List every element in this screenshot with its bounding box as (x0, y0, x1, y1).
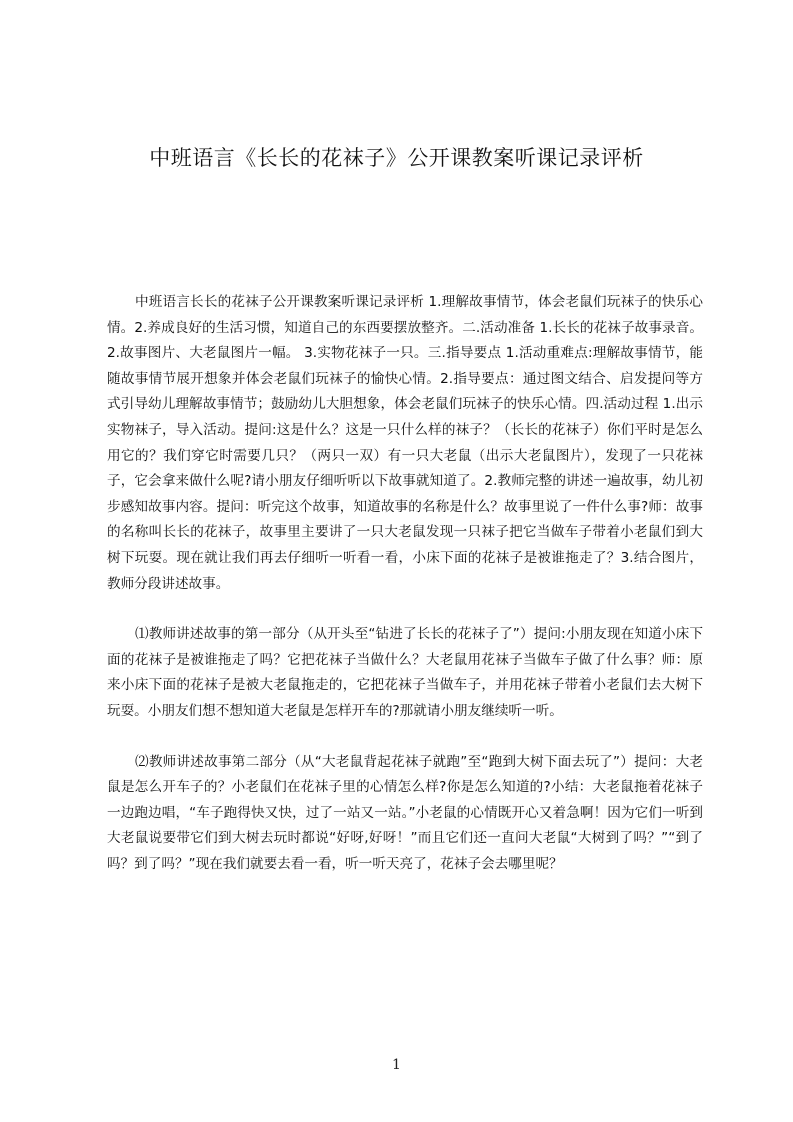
paragraph-part-two: ⑵教师讲述故事第二部分（从“大老鼠背起花袜子就跑”至“跑到大树下面去玩了”）提问：大老鼠是怎么开车子的？小老鼠们在花袜子里的心情怎么样?你是怎么知道的?小结：大老鼠拖着花袜子一边跑边唱，“车子跑得快又快，过了一站又一站。”小老鼠的心情既开心又着急啊！因为它们一听到大老鼠说要带它们到大树去玩时都说“好呀,好呀！”而且它们还一直问大老鼠“大树到了吗？”“到了吗？到了吗？”现在我们就要去看一看，听一听天亮了，花袜子会去哪里呢？ (107, 753, 703, 872)
page-number: 1 (392, 1057, 401, 1073)
page-title: 中班语言《长长的花袜子》公开课教案听课记录评析 (149, 146, 644, 170)
document-body (107, 290, 703, 877)
paragraph-intro: 中班语言长长的花袜子公开课教案听课记录评析 1.理解故事情节，体会老鼠们玩袜子的快乐心情。2.养成良好的生活习惯，知道自己的东西要摆放整齐。二.活动准备 1.长长的花袜子故事录音。2.故事图片、大老鼠图片一幅。 3.实物花袜子一只。三.指导要点 1.活动重难点:理解故事情节，能随故事情节展开想象并体会老鼠们玩袜子的愉快心情。2.指导要点：通过图文结合、启发提问等方式引导幼儿理解故事情节；鼓励幼儿大胆想象，体会老鼠们玩袜子的快乐心情。四.活动过程 1.出示实物袜子，导入活动。提问:这是什么？这是一只什么样的袜子？（长长的花袜子）你们平时是怎么用它的？我们穿它时需要几只？（两只一双）有一只大老鼠（出示大老鼠图片），发现了一只花袜子，它会拿来做什么呢?请小朋友仔细听听以下故事就知道了。2.教师完整的讲述一遍故事，幼儿初步感知故事内容。提问：听完这个故事，知道故事的名称是什么？故事里说了一件什么事?师：故事的名称叫长长的花袜子，故事里主要讲了一只大老鼠发现一只袜子把它当做车子带着小老鼠们到大树下玩耍。现在就让我们再去仔细听一听看一看，小床下面的花袜子是被谁拖走了？3.结合图片，教师分段讲述故事。 (107, 294, 703, 592)
paragraph-part-one: ⑴教师讲述故事的第一部分（从开头至“钻进了长长的花袜子了”）提问:小朋友现在知道小床下面的花袜子是被谁拖走了吗？它把花袜子当做什么？大老鼠用花袜子当做车子做了什么事？师：原来小床下面的花袜子是被大老鼠拖走的，它把花袜子当做车子，并用花袜子带着小老鼠们去大树下玩耍。小朋友们想不想知道大老鼠是怎样开车的?那就请小朋友继续听一听。 (107, 626, 703, 719)
